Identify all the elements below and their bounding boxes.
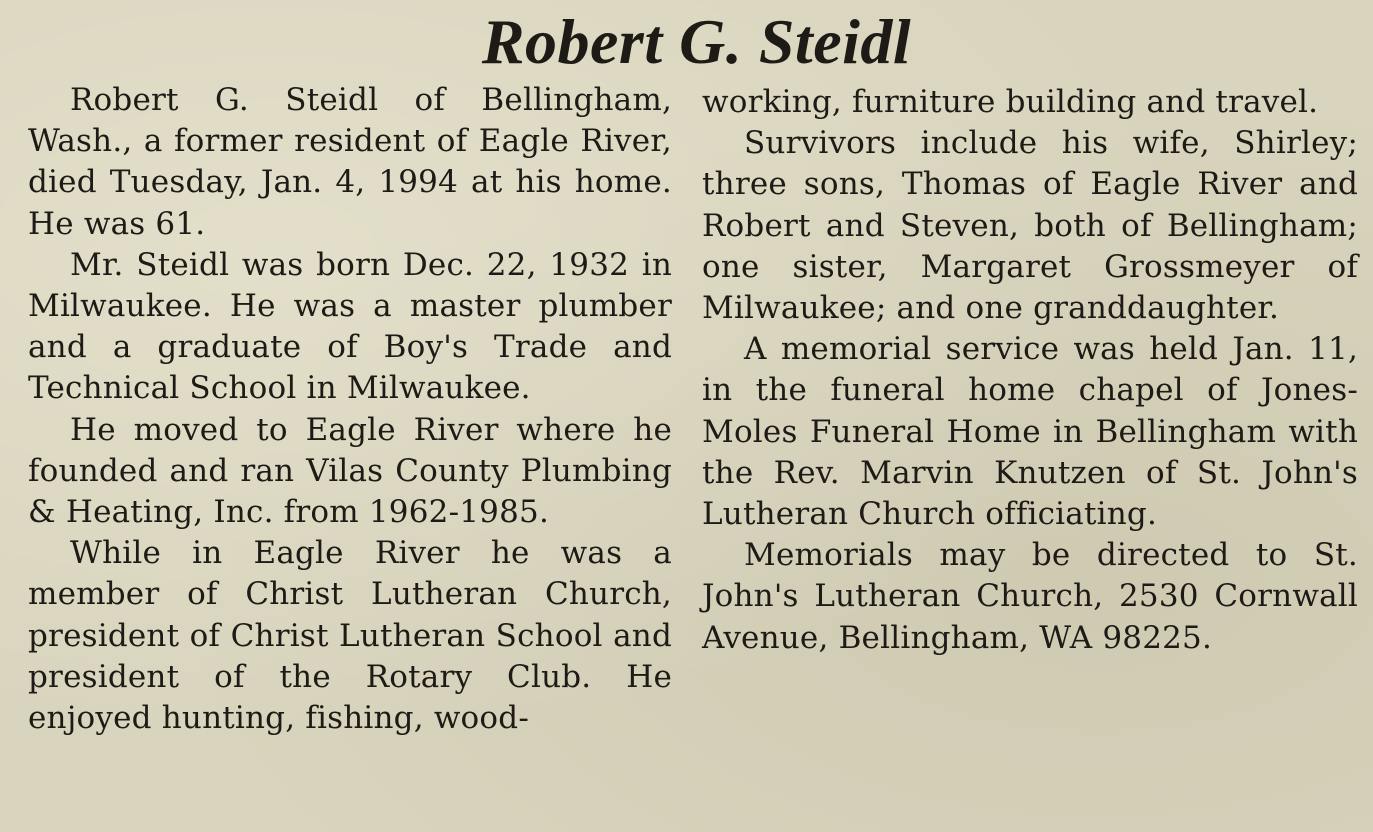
paragraph-community: While in Eagle River he was a member of Christ Lutheran Church, president of Christ Lutheran School and president of the Rotary Club. He enjoyed hunting, fishing, wood- <box>28 535 672 737</box>
paragraph-birth: Mr. Steidl was born Dec. 22, 1932 in Milwaukee. He was a master plumber and a graduate of Boy's Trade and Technical School in Milwaukee. <box>28 246 672 407</box>
paragraph-hobbies-continued: working, furniture building and travel. <box>702 84 1319 120</box>
left-column <box>28 80 672 739</box>
paragraph-memorial-service: A memorial service was held Jan. 11, in the funeral home chapel of Jones-Moles Funeral Home in Bellingham with the Rev. Marvin Knutzen of St. John's Lutheran Church officiating. <box>702 331 1358 533</box>
right-column <box>702 82 1358 659</box>
paragraph-memorials: Memorials may be directed to St. John's Lutheran Church, 2530 Cornwall Avenue, Bellingham, WA 98225. <box>702 537 1358 656</box>
headline: Robert G. Steidl <box>481 6 912 77</box>
paragraph-death-notice: Robert G. Steidl of Bellingham, Wash., a former resident of Eagle River, died Tuesday, Jan. 4, 1994 at his home. He was 61. <box>28 82 672 242</box>
paragraph-business: He moved to Eagle River where he founded and ran Vilas County Plumbing & Heating, Inc. from 1962-1985. <box>28 411 672 531</box>
paragraph-survivors: Survivors include his wife, Shirley; three sons, Thomas of Eagle River and Robert and Steven, both of Bellingham; one sister, Margaret Grossmeyer of Milwaukee; and one granddaughter. <box>702 125 1358 327</box>
